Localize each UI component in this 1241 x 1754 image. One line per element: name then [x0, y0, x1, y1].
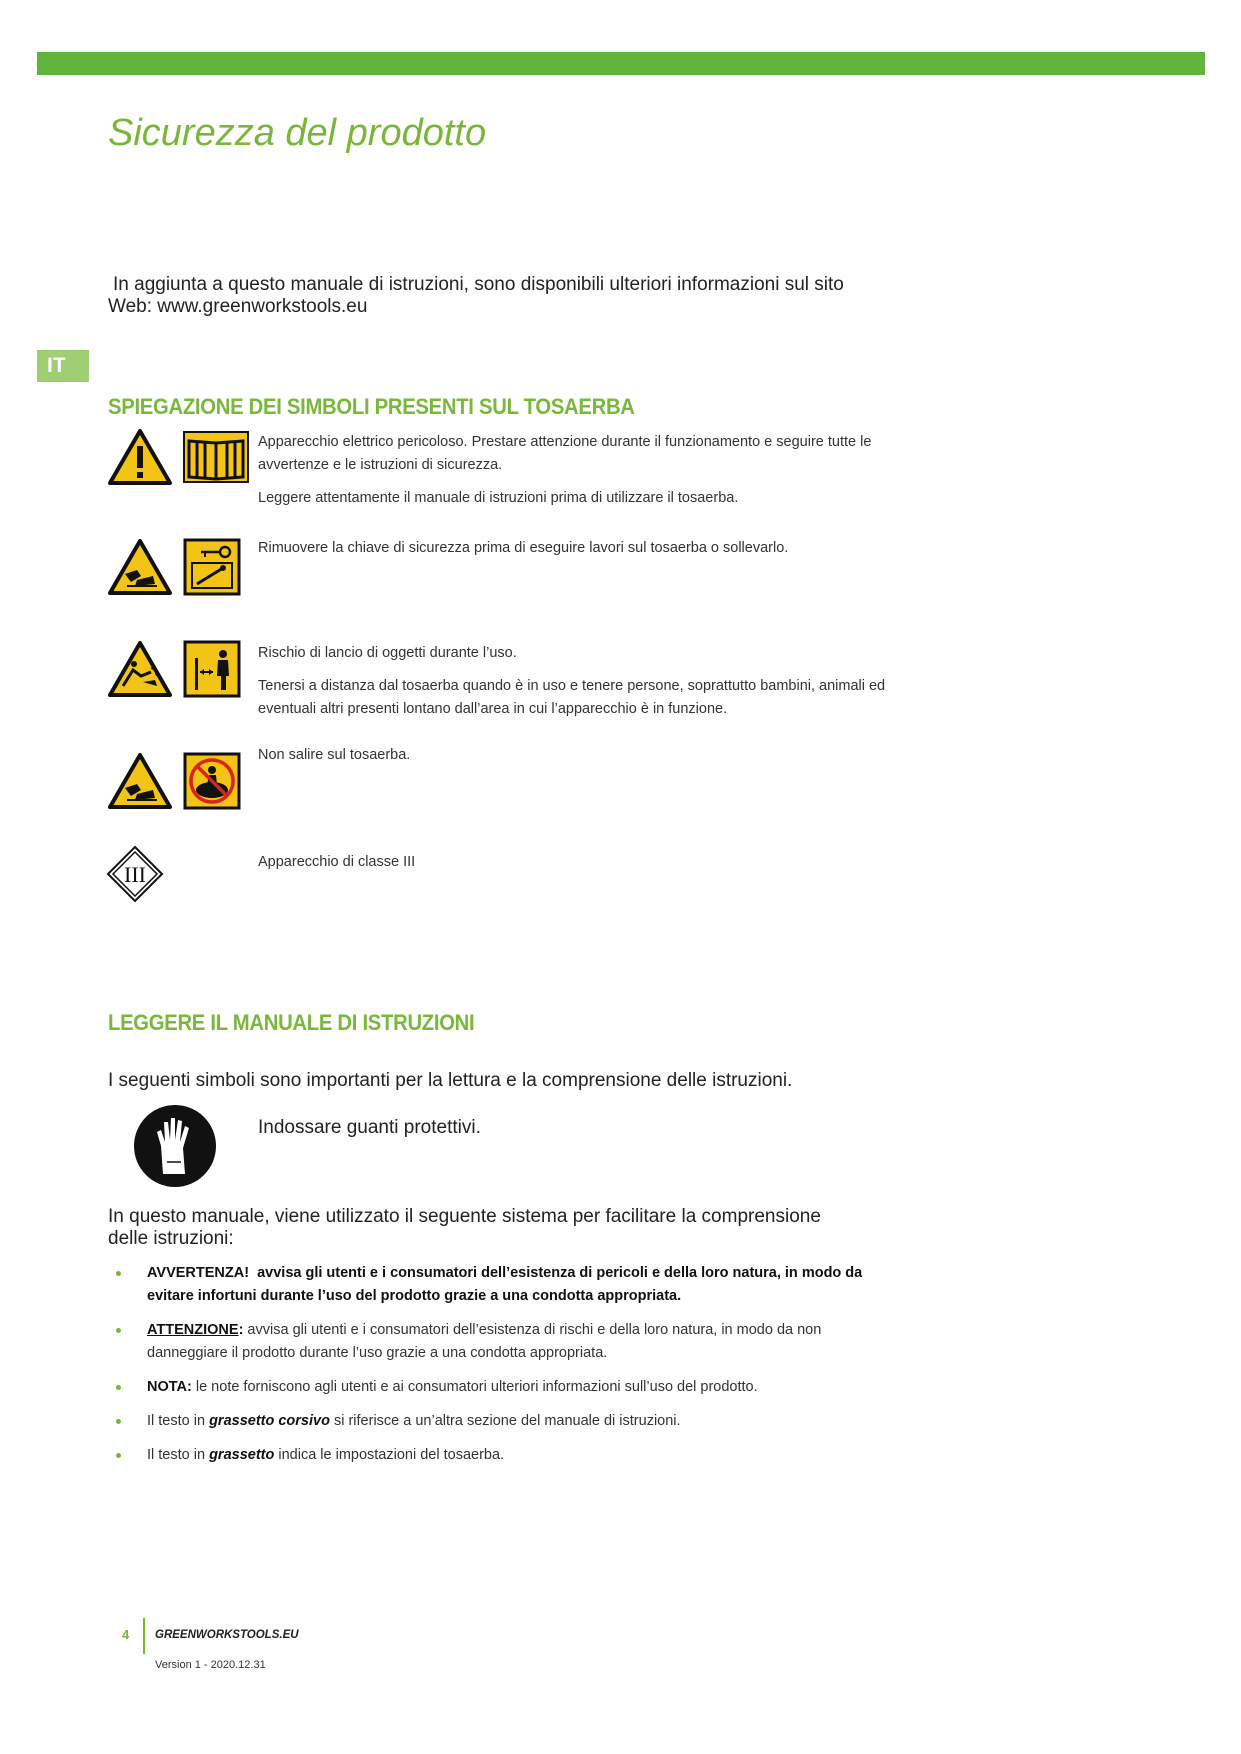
bold-emphasis: grassetto: [209, 1447, 275, 1463]
bullet-dot: [116, 1419, 121, 1424]
system-intro: [108, 1206, 908, 1250]
system-intro-line-1: In questo manuale, viene utilizzato il seguente sistema per facilitare la comprensione: [108, 1206, 821, 1227]
footer-version: Version 1 - 2020.12.31: [155, 1659, 266, 1671]
remove-key-icon: [183, 538, 241, 596]
symbol-row-4-text: [258, 744, 888, 777]
read-manual-icon: [183, 431, 249, 483]
intro-line-1: In aggiunta a questo manuale di istruzioni, sono disponibili ulteriori informazioni sul sito: [113, 274, 844, 295]
bullet-dot: [116, 1328, 121, 1333]
footer-divider: [143, 1618, 145, 1654]
nota-label: NOTA:: [147, 1379, 192, 1395]
gloves-icon-wrap: [133, 1104, 217, 1193]
attenzione-text: avvisa gli utenti e i consumatori dell’esistenza di rischi e della loro natura, in modo da non danneggiare il prodotto durante l’uso grazie a una condotta appropriata.: [147, 1322, 822, 1361]
blade-hazard-icon: [107, 752, 173, 810]
avvertenza-label: AVVERTENZA!: [147, 1265, 250, 1281]
symbol-row-2-paragraph-1: Rimuovere la chiave di sicurezza prima di eseguire lavori sul tosaerba o sollevarlo.: [258, 540, 789, 556]
bold-suffix: indica le impostazioni del tosaerba.: [274, 1447, 505, 1463]
warning-triangle-icon: [107, 428, 173, 486]
symbol-row-4-icons: [107, 752, 241, 810]
symbol-row-3-paragraph-2: Tenersi a distanza dal tosaerba quando è in uso e tenere persone, soprattutto bambini, animali ed eventuali altri presenti lontano dall’area in cui l’apparecchio è in funzione.: [258, 678, 886, 717]
bold-italic-prefix: Il testo in: [147, 1413, 210, 1429]
language-tab: IT: [37, 350, 89, 382]
nota-text: le note forniscono agli utenti e ai consumatori ulteriori informazioni sull’uso del prodotto.: [191, 1379, 758, 1395]
attenzione-colon: :: [238, 1322, 244, 1338]
list-item: [108, 1410, 888, 1433]
symbol-row-1-icons: [107, 428, 249, 486]
protective-gloves-icon: [133, 1104, 217, 1188]
class-iii-icon: [106, 845, 164, 903]
manual-section-intro: I seguenti simboli sono importanti per la lettura e la comprensione delle istruzioni.: [108, 1070, 793, 1091]
avvertenza-text: avvisa gli utenti e i consumatori dell’esistenza di pericoli e della loro natura, in modo da evitare infortuni durante l’uso del prodotto grazie a una condotta appropriata.: [147, 1265, 863, 1304]
symbol-row-1-paragraph-1: Apparecchio elettrico pericoloso. Prestare attenzione durante il funzionamento e seguire tutte le avvertenze e le istruzioni di sicurezza.: [258, 434, 872, 473]
convention-list: [108, 1262, 888, 1478]
list-item: [108, 1444, 888, 1467]
footer-website: GREENWORKSTOOLS.EU: [155, 1629, 299, 1641]
manual-section-heading: LEGGERE IL MANUALE DI ISTRUZIONI: [108, 1010, 475, 1035]
symbols-section-heading: SPIEGAZIONE DEI SIMBOLI PRESENTI SUL TOSAERBA: [108, 394, 635, 419]
system-intro-line-2: delle istruzioni:: [108, 1228, 234, 1249]
class-iii-label: III: [124, 862, 146, 887]
bold-italic-emphasis: grassetto corsivo: [209, 1413, 330, 1429]
bold-prefix: Il testo in: [147, 1447, 210, 1463]
symbol-row-1-text: [258, 431, 888, 520]
intro-line-2: Web: www.greenworkstools.eu: [108, 296, 368, 317]
top-color-bar: [37, 52, 1205, 75]
blade-hazard-icon: [107, 538, 173, 596]
no-riding-icon: [183, 752, 241, 810]
bold-italic-suffix: si riferisce a un’altra sezione del manuale di istruzioni.: [329, 1413, 681, 1429]
symbol-row-3-text: [258, 642, 888, 731]
symbol-row-3-paragraph-1: Rischio di lancio di oggetti durante l’uso.: [258, 645, 517, 661]
intro-text: [108, 274, 908, 318]
symbol-row-4-paragraph-1: Non salire sul tosaerba.: [258, 747, 411, 763]
symbol-row-5-icons: [106, 845, 164, 908]
bullet-dot: [116, 1271, 121, 1276]
thrown-objects-icon: [107, 640, 173, 698]
list-item: [108, 1262, 888, 1308]
symbol-row-1-paragraph-2: Leggere attentamente il manuale di istruzioni prima di utilizzare il tosaerba.: [258, 490, 739, 506]
bullet-dot: [116, 1385, 121, 1390]
footer-page-number: 4: [122, 1627, 130, 1642]
page-title: Sicurezza del prodotto: [108, 112, 487, 154]
symbol-row-5-paragraph-1: Apparecchio di classe III: [258, 854, 416, 870]
symbol-row-2-text: [258, 537, 888, 570]
attenzione-label: ATTENZIONE: [147, 1322, 239, 1338]
keep-distance-icon: [183, 640, 241, 698]
bullet-dot: [116, 1453, 121, 1458]
list-item: [108, 1319, 888, 1365]
symbol-row-2-icons: [107, 538, 241, 596]
symbol-row-3-icons: [107, 640, 241, 698]
gloves-text: Indossare guanti protettivi.: [258, 1117, 481, 1138]
symbol-row-5-text: [258, 851, 888, 884]
list-item: [108, 1376, 888, 1399]
